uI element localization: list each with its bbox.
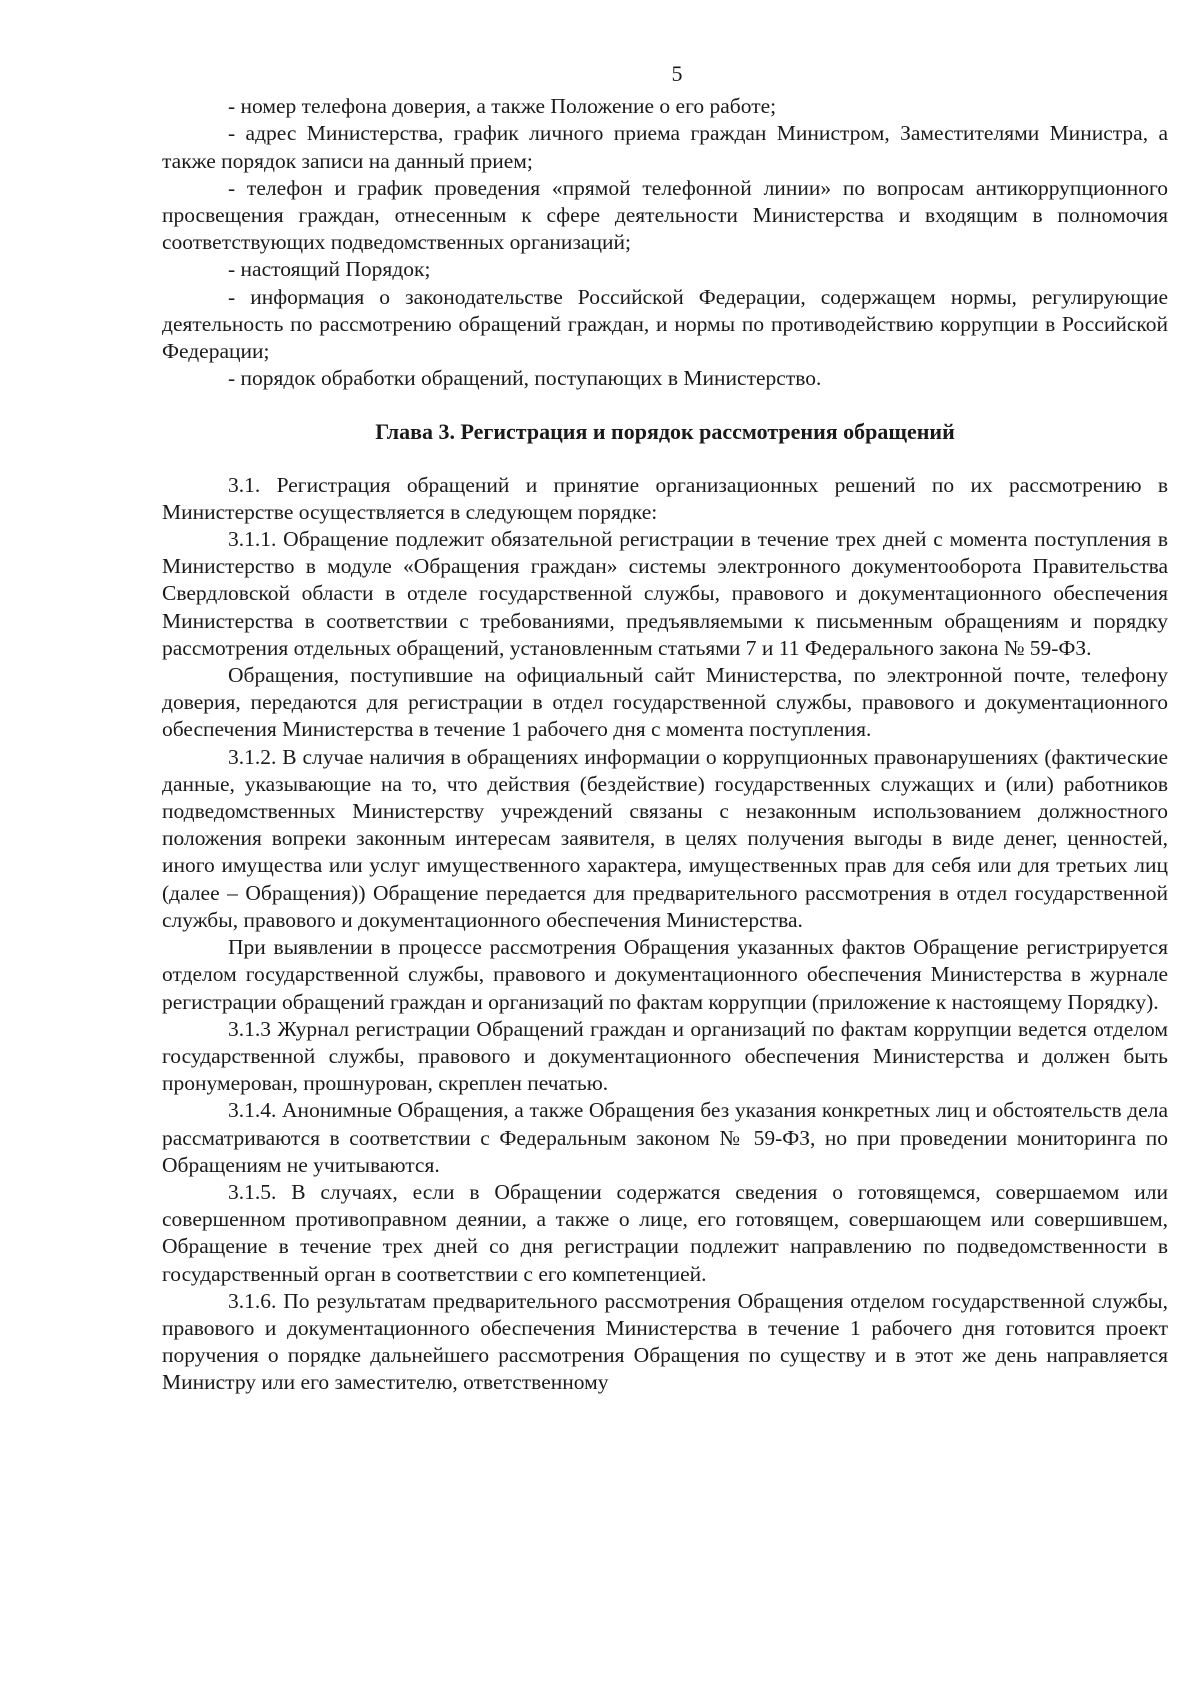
page-number: 5	[671, 61, 683, 86]
paragraph-3-1-1-online: Обращения, поступившие на официальный сайт Министерства, по электронной почте, телефону доверия, передаются для регистрации в отдел государственной службы, правового и документационного обеспечения Министерства в течение 1 рабочего дня с момента поступления.	[162, 663, 1168, 742]
paragraph-3-1-1: 3.1.1. Обращение подлежит обязательной регистрации в течение трех дней с момента поступления в Министерство в модуле «Обращения граждан» системы электронного документооборота Правительства Свердловской области в отделе государственной службы, правового и документационного обеспечения Министерства в соответствии с требованиями, предъявляемыми к письменным обращениям и порядку рассмотрения отдельных обращений, установленным статьями 7 и 11 Федерального закона № 59-ФЗ.	[162, 527, 1168, 660]
paragraph-address: - адрес Министерства, график личного приема граждан Министром, Заместителями Министра, а также порядок записи на данный прием;	[162, 121, 1168, 173]
paragraph-processing-order: - порядок обработки обращений, поступающих в Министерство.	[228, 366, 822, 391]
paragraph-3-1-6: 3.1.6. По результатам предварительного рассмотрения Обращения отделом государственной службы, правового и документационного обеспечения Министерства в течение 1 рабочего дня готовится проект поручения о порядке дальнейшего рассмотрения Обращения по существу и в этот же день направляется Министру или его заместителю, ответственному	[162, 1288, 1168, 1395]
document-page	[162, 60, 1168, 1397]
paragraph-3-1: 3.1. Регистрация обращений и принятие организационных решений по их рассмотрению в Министерстве осуществляется в следующем порядке:	[162, 472, 1168, 524]
paragraph-hotline: - номер телефона доверия, а также Положение о его работе;	[228, 94, 777, 119]
paragraph-3-1-2-registration: При выявлении в процессе рассмотрения Обращения указанных фактов Обращение регистрируется отделом государственной службы, правового и документационного обеспечения Министерства в журнале регистрации обращений граждан и организаций по фактам коррупции (приложение к настоящему Порядку).	[162, 935, 1168, 1014]
paragraph-3-1-2: 3.1.2. В случае наличия в обращениях информации о коррупционных правонарушениях (фактические данные, указывающие на то, что действия (бездействие) государственных служащих и (или) работников подведомственных Министерству учреждений связаны с незаконным использованием должностного положения вопреки законным интересам заявителя, в целях получения выгоды в виде денег, ценностей, иного имущества или услуг имущественного характера, имущественных прав для себя или для третьих лиц (далее – Обращения)) Обращение передается для предварительного рассмотрения в отдел государственной службы, правового и документационного обеспечения Министерства.	[162, 744, 1168, 932]
paragraph-3-1-4: 3.1.4. Анонимные Обращения, а также Обращения без указания конкретных лиц и обстоятельств дела рассматриваются в соответствии с Федеральным законом № 59-ФЗ, но при проведении мониторинга по Обращениям не учитываются.	[162, 1098, 1168, 1177]
paragraph-3-1-5: 3.1.5. В случаях, если в Обращении содержатся сведения о готовящемся, совершаемом или совершенном противоправном деянии, а также о лице, его готовящем, совершающем или совершившем, Обращение в течение трех дней со дня регистрации подлежит направлению по подведомственности в государственный орган в соответствии с его компетенцией.	[162, 1179, 1168, 1286]
paragraph-phone-schedule: - телефон и график проведения «прямой телефонной линии» по вопросам антикоррупционного просвещения граждан, отнесенным к сфере деятельности Министерства и входящим в полномочия соответствующих подведомственных организаций;	[162, 175, 1168, 255]
chapter-title: Глава 3. Регистрация и порядок рассмотрения обращений	[375, 419, 955, 445]
paragraph-this-procedure: - настоящий Порядок;	[228, 257, 431, 282]
paragraph-3-1-3: 3.1.3 Журнал регистрации Обращений граждан и организаций по фактам коррупции ведется отделом государственной службы, правового и документационного обеспечения Министерства и должен быть пронумерован, прошнурован, скреплен печатью.	[162, 1016, 1168, 1096]
paragraph-legislation-info: - информация о законодательстве Российской Федерации, содержащем нормы, регулирующие деятельность по рассмотрению обращений граждан, и нормы по противодействию коррупции в Российской Федерации;	[162, 284, 1168, 364]
